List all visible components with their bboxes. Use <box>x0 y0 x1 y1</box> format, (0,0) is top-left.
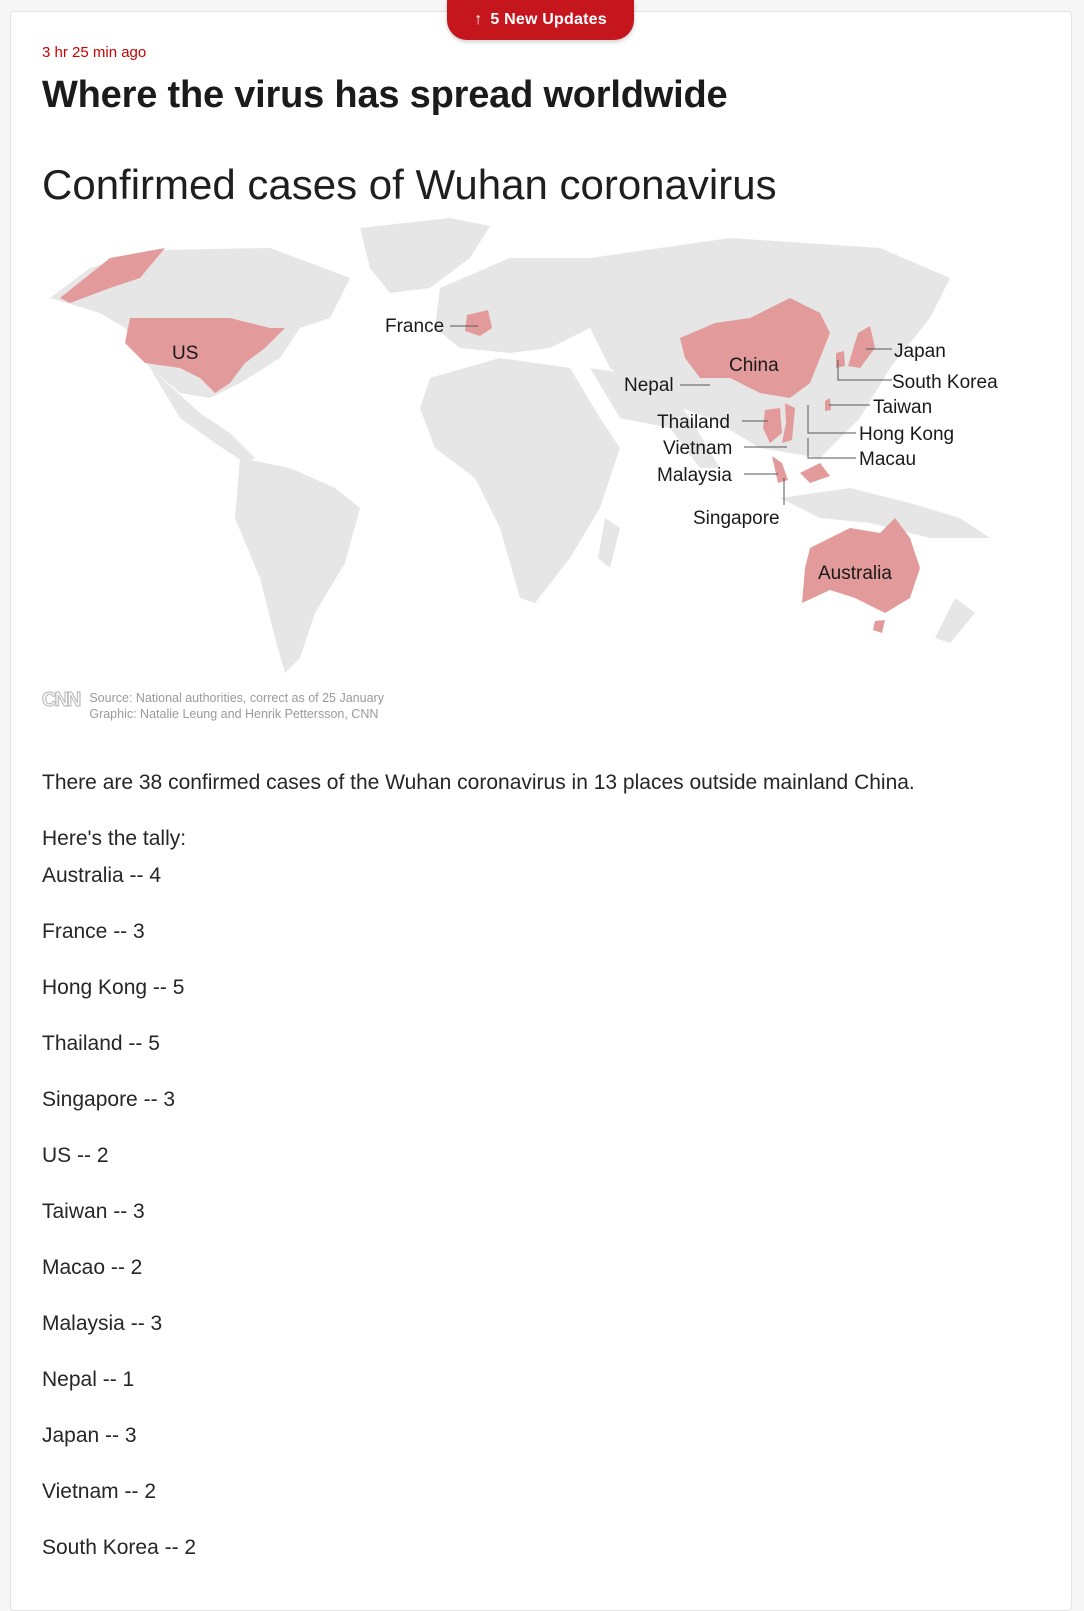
post-headline: Where the virus has spread worldwide <box>42 74 728 116</box>
tally-item: France -- 3 <box>42 920 145 943</box>
tally-item: US -- 2 <box>42 1144 109 1167</box>
new-updates-button[interactable] <box>447 0 634 40</box>
label-thailand: Thailand <box>657 412 730 433</box>
label-malaysia: Malaysia <box>657 465 732 486</box>
malaysia-shape <box>772 456 830 483</box>
world-map <box>30 218 1060 688</box>
graphic-title: Confirmed cases of Wuhan coronavirus <box>42 161 777 208</box>
label-japan: Japan <box>894 341 946 362</box>
south-korea-shape <box>836 351 845 368</box>
graphic-byline: Graphic: Natalie Leung and Henrik Pettersson, CNN <box>89 707 379 721</box>
tally-item: Hong Kong -- 5 <box>42 976 185 999</box>
tally-item: Singapore -- 3 <box>42 1088 176 1111</box>
label-macau: Macau <box>859 449 917 470</box>
tally-list <box>42 864 196 1592</box>
label-vietnam: Vietnam <box>663 438 733 459</box>
label-china: China <box>729 355 779 376</box>
intro-paragraph: There are 38 confirmed cases of the Wuhan coronavirus in 13 places outside mainland China. <box>42 771 915 794</box>
tally-item: South Korea -- 2 <box>42 1536 197 1559</box>
label-south-korea: South Korea <box>892 372 998 393</box>
graphic-credit <box>42 690 384 722</box>
world-landmass <box>50 218 990 673</box>
cnn-logo: CNN <box>42 689 80 711</box>
label-france: France <box>385 316 445 337</box>
tally-intro: Here's the tally: <box>42 827 187 850</box>
tally-item: Macao -- 2 <box>42 1256 143 1279</box>
graphic-source: Source: National authorities, correct as of 25 January <box>89 691 384 705</box>
label-us: US <box>172 343 199 364</box>
tally-item: Japan -- 3 <box>42 1424 137 1447</box>
tally-item: Nepal -- 1 <box>42 1368 135 1391</box>
label-australia: Australia <box>818 563 892 584</box>
tally-item: Thailand -- 5 <box>42 1032 160 1055</box>
label-hong-kong: Hong Kong <box>859 424 955 445</box>
tally-item: Taiwan -- 3 <box>42 1200 145 1223</box>
label-nepal: Nepal <box>624 375 674 396</box>
post-timestamp: 3 hr 25 min ago <box>42 44 147 61</box>
tally-item: Malaysia -- 3 <box>42 1312 163 1335</box>
tally-item: Vietnam -- 2 <box>42 1480 156 1503</box>
label-singapore: Singapore <box>693 508 780 529</box>
new-updates-label: 5 New Updates <box>490 11 607 28</box>
arrow-up-icon: ↑ <box>474 11 483 28</box>
tally-item: Australia -- 4 <box>42 864 162 887</box>
label-taiwan: Taiwan <box>873 397 933 418</box>
